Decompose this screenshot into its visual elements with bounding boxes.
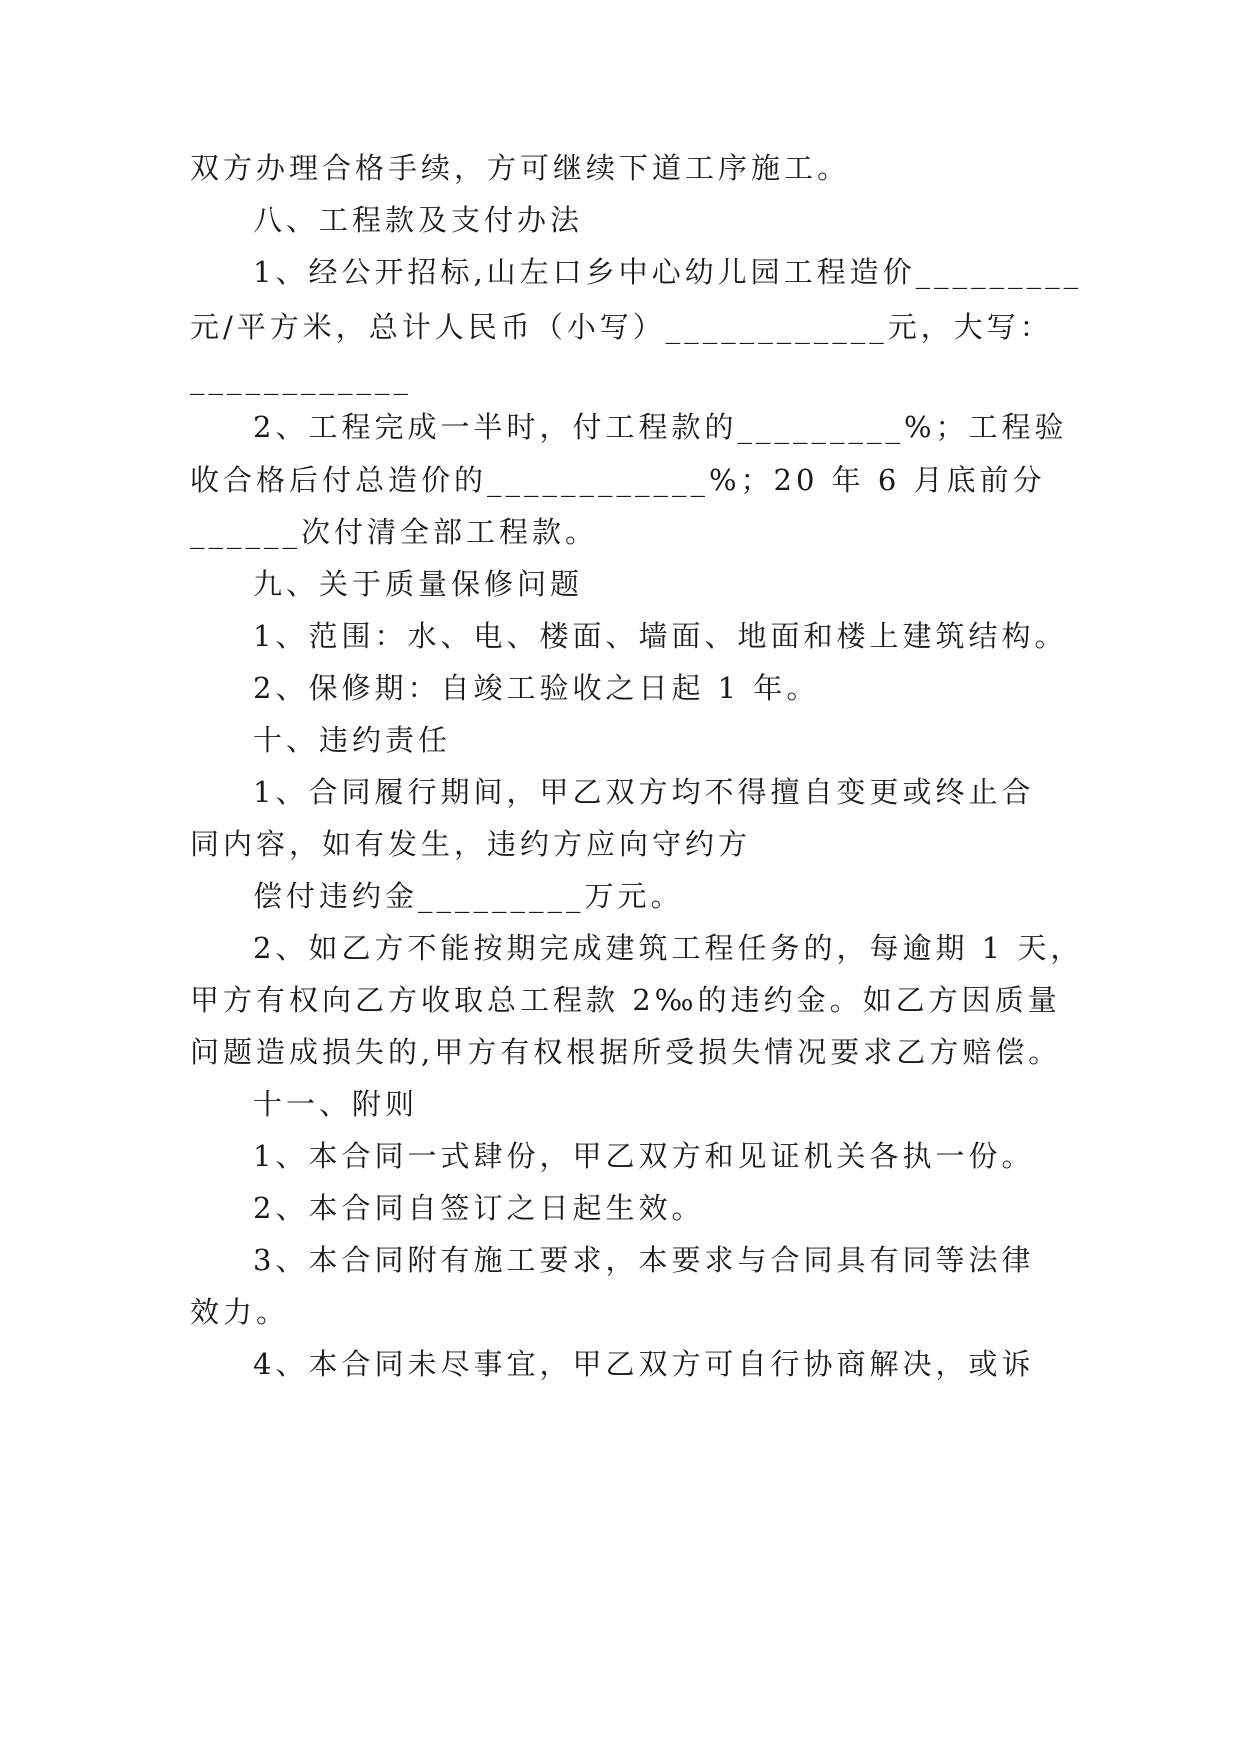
- text-line: 偿付违约金_________万元。: [253, 879, 684, 913]
- text-line: 3、本合同附有施工要求，本要求与合同具有同等法律: [253, 1243, 1035, 1277]
- text-line: 1、经公开招标,山左口乡中心幼儿园工程造价_________: [253, 255, 1083, 289]
- text-line: 同内容，如有发生，违约方应向守约方: [190, 827, 752, 861]
- text-line: 效力。: [190, 1295, 290, 1329]
- text-line: ____________: [190, 361, 412, 395]
- text-line: 4、本合同未尽事宜，甲乙双方可自行协商解决，或诉: [253, 1347, 1035, 1381]
- text-line: 问题造成损失的,甲方有权根据所受损失情况要求乙方赔偿。: [190, 1035, 1062, 1069]
- section-heading-appendix: 十一、附则: [253, 1087, 419, 1121]
- text-line: 甲方有权向乙方收取总工程款 2‰的违约金。如乙方因质量: [190, 983, 1061, 1017]
- text-line: 2、本合同自签订之日起生效。: [253, 1191, 705, 1225]
- section-heading-liability: 十、违约责任: [253, 723, 452, 757]
- section-heading-payment: 八、工程款及支付办法: [253, 203, 584, 237]
- section-heading-warranty: 九、关于质量保修问题: [253, 567, 584, 601]
- text-line: 1、本合同一式肆份，甲乙双方和见证机关各执一份。: [253, 1139, 1035, 1173]
- text-line: 双方办理合格手续，方可继续下道工序施工。: [190, 151, 851, 185]
- text-line: 收合格后付总造价的____________%；20 年 6 月底前分: [190, 463, 1046, 497]
- text-line: 2、工程完成一半时，付工程款的_________%；工程验: [253, 410, 1068, 444]
- text-line: 1、合同履行期间，甲乙双方均不得擅自变更或终止合: [253, 775, 1035, 809]
- text-line: ______次付清全部工程款。: [190, 515, 599, 549]
- text-line: 元/平方米，总计人民币（小写）____________元，大写：: [190, 310, 1053, 344]
- text-line: 1、范围：水、电、楼面、墙面、地面和楼上建筑结构。: [253, 619, 1068, 653]
- text-line: 2、如乙方不能按期完成建筑工程任务的，每逾期 1 天，: [253, 931, 1084, 965]
- text-line: 2、保修期：自竣工验收之日起 1 年。: [253, 671, 820, 705]
